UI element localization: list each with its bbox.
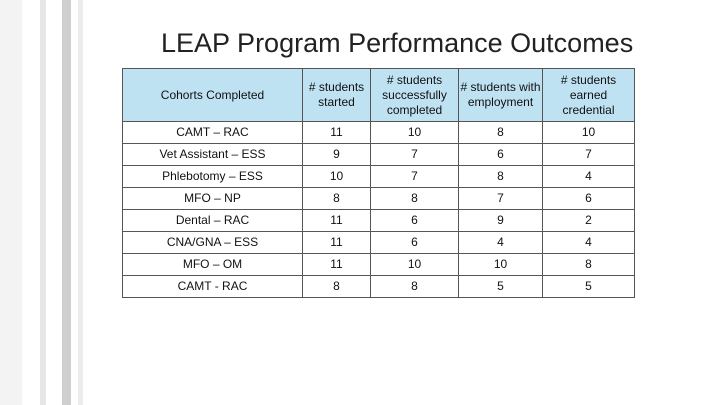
header-students-credential: # students earned credential [543, 69, 635, 122]
header-cohorts-completed: Cohorts Completed [123, 69, 303, 122]
table-header-row [123, 69, 635, 122]
employment-cell: 6 [459, 144, 543, 166]
started-cell: 10 [303, 166, 371, 188]
header-students-started: # students started [303, 69, 371, 122]
started-cell: 8 [303, 188, 371, 210]
credential-cell: 4 [543, 166, 635, 188]
table-row [123, 166, 635, 188]
employment-cell: 4 [459, 232, 543, 254]
credential-cell: 4 [543, 232, 635, 254]
employment-cell: 5 [459, 276, 543, 298]
credential-cell: 5 [543, 276, 635, 298]
outcomes-table [122, 68, 635, 298]
table-row [123, 254, 635, 276]
completed-cell: 7 [371, 166, 459, 188]
cohort-name-cell: CAMT - RAC [123, 276, 303, 298]
table-row [123, 210, 635, 232]
credential-cell: 7 [543, 144, 635, 166]
decorative-stripe [40, 0, 46, 405]
credential-cell: 6 [543, 188, 635, 210]
credential-cell: 8 [543, 254, 635, 276]
cohort-name-cell: MFO – OM [123, 254, 303, 276]
cohort-name-cell: CNA/GNA – ESS [123, 232, 303, 254]
started-cell: 11 [303, 122, 371, 144]
completed-cell: 10 [371, 254, 459, 276]
employment-cell: 7 [459, 188, 543, 210]
started-cell: 11 [303, 210, 371, 232]
completed-cell: 8 [371, 276, 459, 298]
decorative-stripe [0, 0, 22, 405]
header-students-completed: # students successfully completed [371, 69, 459, 122]
credential-cell: 10 [543, 122, 635, 144]
table-row [123, 122, 635, 144]
completed-cell: 6 [371, 232, 459, 254]
started-cell: 11 [303, 232, 371, 254]
employment-cell: 10 [459, 254, 543, 276]
cohort-name-cell: Phlebotomy – ESS [123, 166, 303, 188]
employment-cell: 9 [459, 210, 543, 232]
completed-cell: 10 [371, 122, 459, 144]
table-row [123, 232, 635, 254]
decorative-stripe [78, 0, 83, 405]
completed-cell: 7 [371, 144, 459, 166]
cohort-name-cell: Dental – RAC [123, 210, 303, 232]
started-cell: 11 [303, 254, 371, 276]
completed-cell: 8 [371, 188, 459, 210]
employment-cell: 8 [459, 122, 543, 144]
cohort-name-cell: MFO – NP [123, 188, 303, 210]
table-row [123, 144, 635, 166]
decorative-stripe [62, 0, 71, 405]
completed-cell: 6 [371, 210, 459, 232]
employment-cell: 8 [459, 166, 543, 188]
cohort-name-cell: Vet Assistant – ESS [123, 144, 303, 166]
started-cell: 8 [303, 276, 371, 298]
started-cell: 9 [303, 144, 371, 166]
header-students-employment: # students with employment [459, 69, 543, 122]
credential-cell: 2 [543, 210, 635, 232]
table-row [123, 276, 635, 298]
slide-title: LEAP Program Performance Outcomes [161, 28, 634, 58]
table-row [123, 188, 635, 210]
cohort-name-cell: CAMT – RAC [123, 122, 303, 144]
